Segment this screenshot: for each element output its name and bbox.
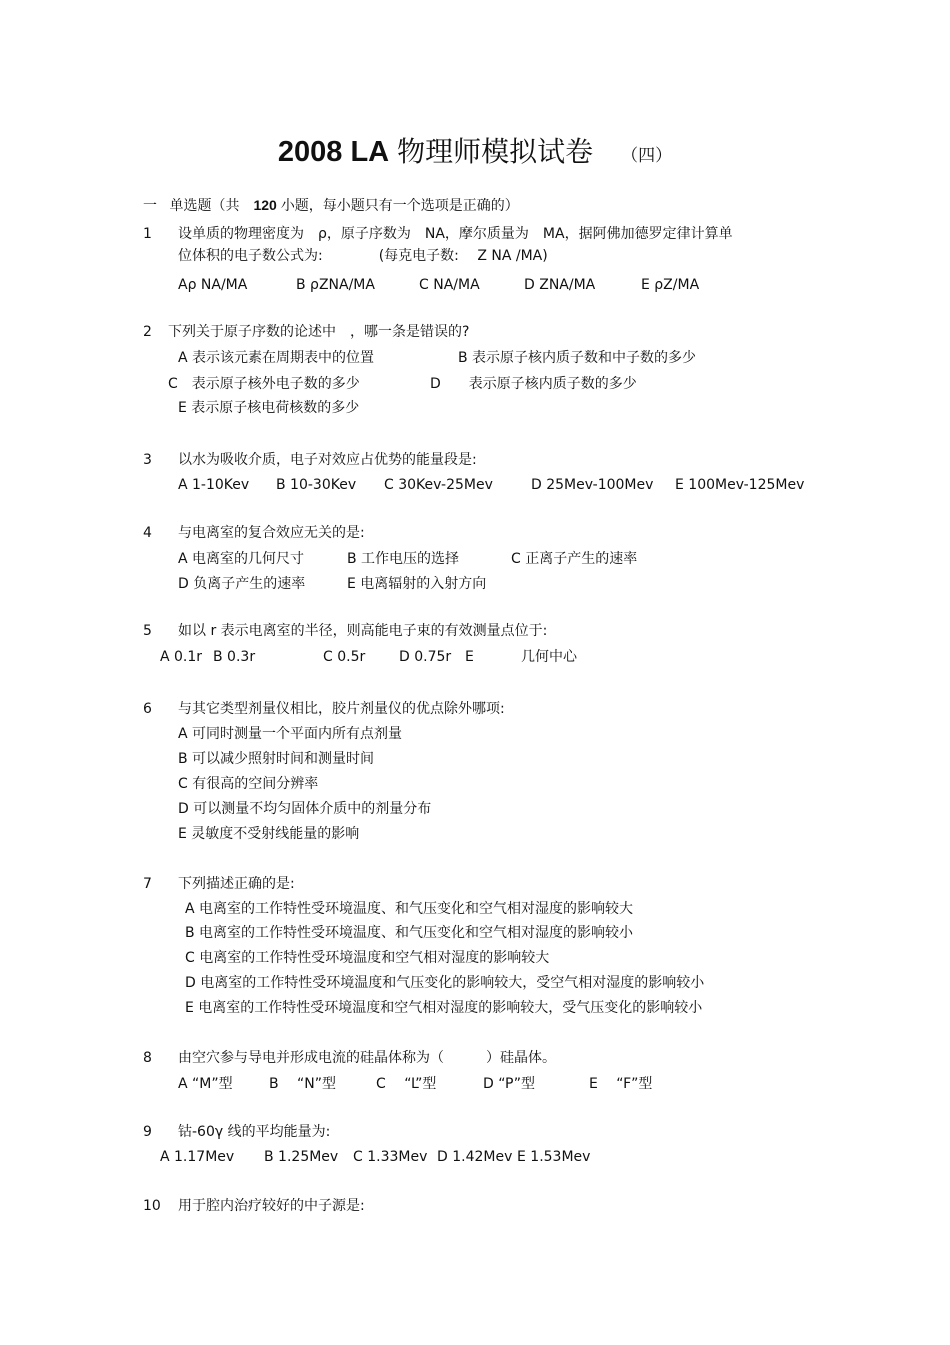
question-number: 6 — [143, 701, 152, 717]
title-cn: 物理师模拟试卷 — [397, 135, 594, 168]
question-number: 8 — [143, 1050, 152, 1066]
question-stem: 如以 r 表示电离室的半径，则高能电子束的有效测量点位于: — [178, 623, 548, 639]
option: C 有很高的空间分辨率 — [178, 776, 319, 792]
option: D 负离子产生的速率 — [178, 576, 306, 592]
question-stem: 下列描述正确的是: — [178, 876, 295, 892]
question-stem: 由空穴参与导电并形成电流的硅晶体称为（ ）硅晶体。 — [178, 1050, 556, 1066]
title-sub: （四） — [621, 146, 673, 166]
option: C 30Kev-25Mev — [384, 477, 493, 493]
question-number: 4 — [143, 525, 152, 541]
option: C 正离子产生的速率 — [511, 551, 638, 567]
section-count: 120 — [253, 197, 277, 213]
option: A 表示该元素在周期表中的位置 — [178, 350, 375, 366]
option: B 表示原子核内质子数和中子数的多少 — [458, 350, 697, 366]
option: C “L”型 — [376, 1076, 437, 1092]
option: E ρZ/MA — [641, 277, 700, 293]
question-number: 10 — [143, 1198, 161, 1214]
option: B 10-30Kev — [276, 477, 357, 493]
question-stem: 位体积的电子数公式为: (每克电子数: Z NA /MA) — [178, 248, 548, 264]
option: D ZNA/MA — [524, 277, 596, 293]
option: E — [465, 649, 474, 665]
option: B “N”型 — [269, 1076, 337, 1092]
option: E 100Mev-125Mev — [675, 477, 805, 493]
option: A 电离室的几何尺寸 — [178, 551, 305, 567]
title-main: 2008 LA — [277, 136, 390, 168]
option: D 电离室的工作特性受环境温度和气压变化的影响较大，受空气相对湿度的影响较小 — [185, 975, 705, 991]
option: B 电离室的工作特性受环境温度、和气压变化和空气相对湿度的影响较小 — [185, 925, 634, 941]
option: E 电离室的工作特性受环境温度和空气相对湿度的影响较大，受气压变化的影响较小 — [185, 1000, 703, 1016]
option: E 表示原子核电荷核数的多少 — [178, 400, 360, 416]
question-number: 1 — [143, 226, 152, 242]
question-stem: 以水为吸收介质，电子对效应占优势的能量段是: — [178, 452, 477, 468]
option: B 0.3r — [213, 649, 256, 665]
question-stem: 与电离室的复合效应无关的是: — [178, 525, 365, 541]
question-stem: 下列关于原子序数的论述中 ，哪一条是错误的? — [168, 324, 470, 340]
option: C 0.5r — [323, 649, 366, 665]
option: D 1.42Mev — [437, 1149, 513, 1165]
option: C 电离室的工作特性受环境温度和空气相对湿度的影响较大 — [185, 950, 550, 966]
option: A 0.1r — [160, 649, 203, 665]
option: A 可同时测量一个平面内所有点剂量 — [178, 726, 403, 742]
option: E “F”型 — [589, 1076, 653, 1092]
question-stem: 与其它类型剂量仪相比，胶片剂量仪的优点除外哪项: — [178, 701, 505, 717]
question-number: 5 — [143, 623, 152, 639]
option: E 电离辐射的入射方向 — [347, 576, 487, 592]
option: D 25Mev-100Mev — [531, 477, 654, 493]
question-stem: 用于腔内治疗较好的中子源是: — [178, 1198, 365, 1214]
question-number: 3 — [143, 452, 152, 468]
option: A “M”型 — [178, 1076, 233, 1092]
option: D 0.75r — [399, 649, 452, 665]
option: E 灵敏度不受射线能量的影响 — [178, 826, 360, 842]
option: 几何中心 — [521, 649, 577, 665]
option: C 表示原子核外电子数的多少 — [168, 376, 360, 392]
question-stem: 设单质的物理密度为 ρ，原子序数为 NA，摩尔质量为 MA，据阿佛加德罗定律计算单 — [178, 226, 733, 242]
option: B ρZNA/MA — [296, 277, 375, 293]
section-label: 单选题（共 — [169, 198, 240, 214]
option: A 电离室的工作特性受环境温度、和气压变化和空气相对湿度的影响较大 — [185, 901, 634, 917]
option: B 可以减少照射时间和测量时间 — [178, 751, 375, 767]
option: D 表示原子核内质子数的多少 — [430, 376, 637, 392]
option: D “P”型 — [483, 1076, 536, 1092]
option: E 1.53Mev — [517, 1149, 591, 1165]
question-number: 2 — [143, 324, 152, 340]
section-heading — [143, 196, 519, 215]
option: D 可以测量不均匀固体介质中的剂量分布 — [178, 801, 432, 817]
option: A 1-10Kev — [178, 477, 250, 493]
option: Aρ NA/MA — [178, 277, 248, 293]
section-rest: 小题，每小题只有一个选项是正确的） — [280, 198, 519, 214]
question-number: 9 — [143, 1124, 152, 1140]
option: A 1.17Mev — [160, 1149, 235, 1165]
option: B 1.25Mev — [264, 1149, 339, 1165]
option: C 1.33Mev — [353, 1149, 428, 1165]
page-title — [0, 130, 950, 170]
question-number: 7 — [143, 876, 152, 892]
section-prefix: 一 — [143, 198, 157, 214]
question-stem: 钴-60γ 线的平均能量为: — [178, 1124, 331, 1140]
option: B 工作电压的选择 — [347, 551, 460, 567]
option: C NA/MA — [419, 277, 480, 293]
